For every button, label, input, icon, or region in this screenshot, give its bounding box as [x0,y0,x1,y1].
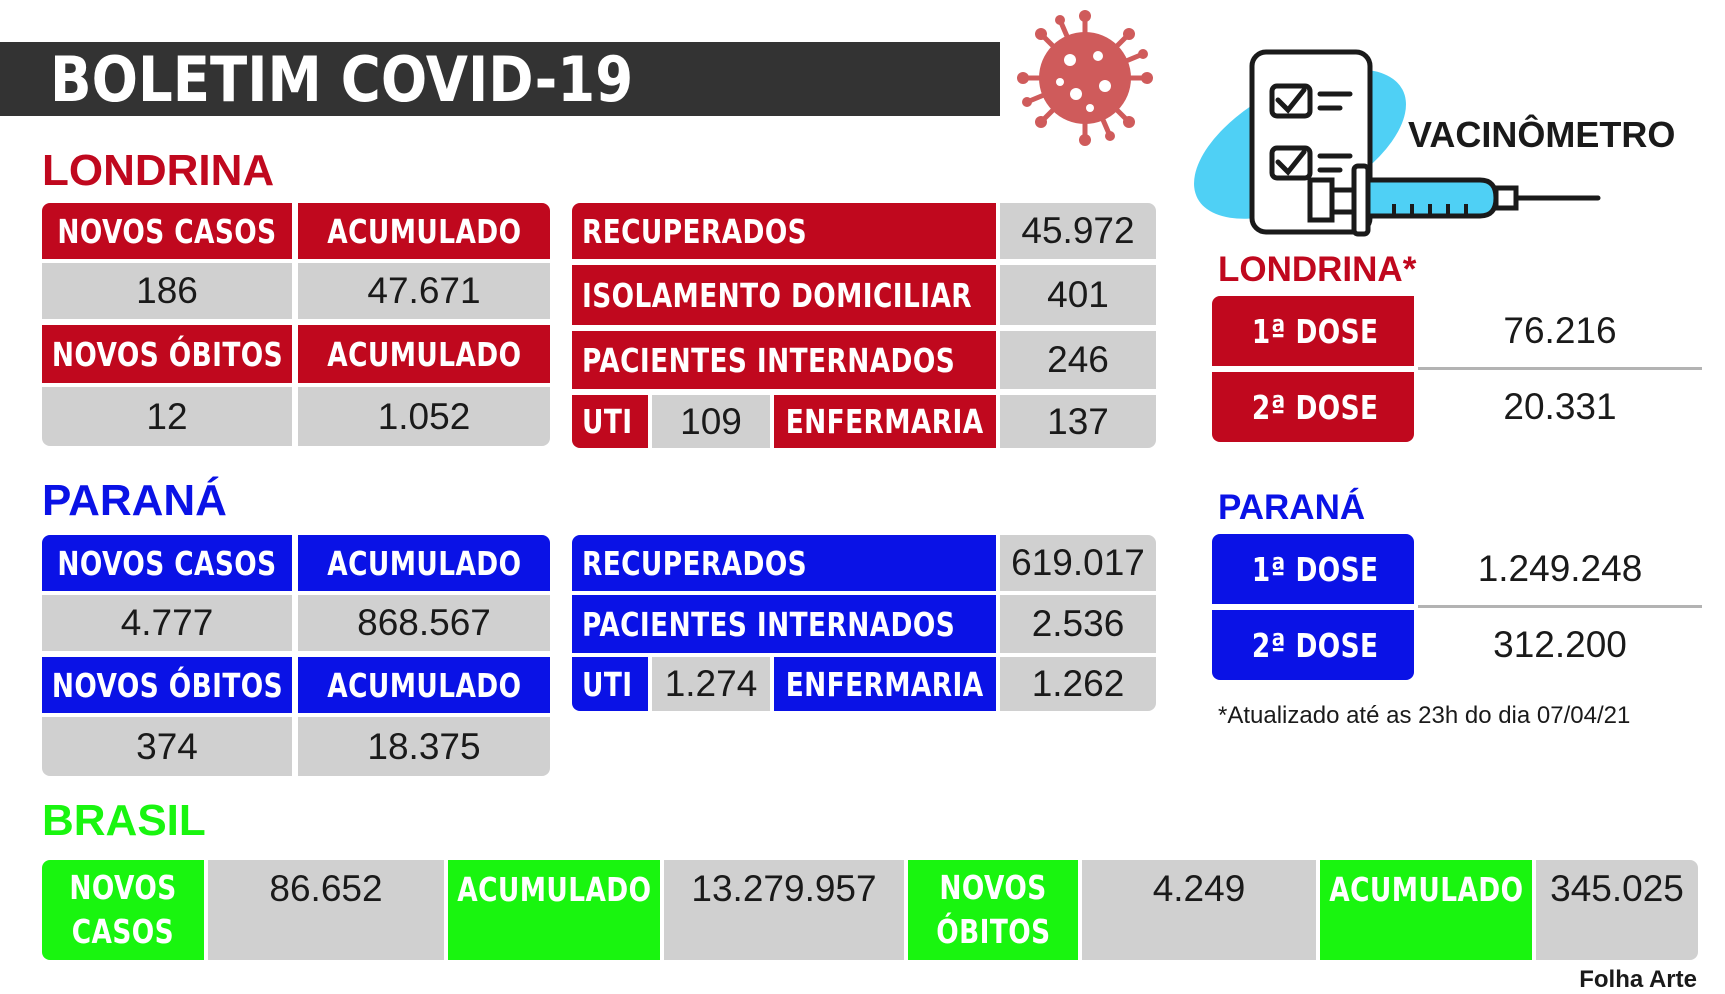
label-1a-dose: 1ª DOSE [1212,296,1414,366]
label-pacientes-internados: PACIENTES INTERNADOS [572,331,996,389]
vaccine-title-parana: PARANÁ [1218,488,1366,527]
label-uti: UTI [572,657,648,711]
value-parana-dose1: 1.249.248 [1477,548,1643,589]
label-novos-obitos: NOVOS ÓBITOS [42,325,292,383]
value-uti: 1.274 [652,657,770,711]
value-novos-obitos: 12 [42,387,292,446]
value-recuperados: 45.972 [1000,203,1156,259]
value-novos-casos: 186 [42,263,292,319]
credit-text: Folha Arte [1579,966,1697,993]
value-novos-casos: 86.652 [208,860,444,960]
londrina-cases-grid [42,203,550,446]
value-obitos-acumulado: 18.375 [298,717,550,776]
label-1a-dose: 1ª DOSE [1212,534,1414,604]
brasil-row [42,860,1698,960]
label-acumulado: ACUMULADO [298,325,550,383]
value-obitos-acumulado: 1.052 [298,387,550,446]
label-recuperados: RECUPERADOS [572,203,996,259]
label-acumulado: ACUMULADO [1320,860,1532,960]
value-parana-dose2: 312.200 [1493,624,1627,665]
value-novos-obitos: 4.249 [1082,860,1316,960]
coronavirus-icon [1010,8,1160,148]
value-novos-obitos: 374 [42,717,292,776]
value-londrina-dose1: 76.216 [1503,310,1617,351]
value-novos-casos: 4.777 [42,595,292,651]
row-divider [1418,605,1702,608]
label-recuperados: RECUPERADOS [572,535,996,591]
label-enfermaria: ENFERMARIA [774,657,996,711]
value-enfermaria: 1.262 [1000,657,1156,711]
value-uti: 109 [652,395,770,448]
value-casos-acumulado: 868.567 [298,595,550,651]
londrina-dose-table [1212,296,1702,442]
label-acumulado: ACUMULADO [298,203,550,259]
label-pacientes-internados: PACIENTES INTERNADOS [572,595,996,653]
value-casos-acumulado: 47.671 [298,263,550,319]
section-title-brasil: BRASIL [42,796,206,845]
value-casos-acumulado: 13.279.957 [664,860,904,960]
parana-hospital-grid [572,535,1156,711]
value-pacientes-internados: 246 [1000,331,1156,389]
label-acumulado: ACUMULADO [448,860,660,960]
value-pacientes-internados: 2.536 [1000,595,1156,653]
label-enfermaria: ENFERMARIA [774,395,996,448]
label-novos-casos: NOVOS CASOS [42,203,292,259]
update-footnote: *Atualizado até as 23h do dia 07/04/21 [1218,702,1631,729]
label-novos-casos: NOVOS CASOS [42,860,204,960]
label-acumulado: ACUMULADO [298,535,550,591]
value-enfermaria: 137 [1000,395,1156,448]
label-novos-obitos: NOVOS ÓBITOS [908,860,1078,960]
label-2a-dose: 2ª DOSE [1212,610,1414,680]
label-acumulado: ACUMULADO [298,657,550,713]
label-uti: UTI [572,395,648,448]
value-recuperados: 619.017 [1000,535,1156,591]
page-title: BOLETIM COVID-19 [50,43,634,116]
label-2a-dose: 2ª DOSE [1212,372,1414,442]
label-novos-obitos: NOVOS ÓBITOS [42,657,292,713]
row-divider [1418,367,1702,370]
vaccine-title: VACINÔMETRO [1408,114,1676,155]
section-title-londrina: LONDRINA [42,146,275,195]
section-title-parana: PARANÁ [42,476,227,525]
label-novos-casos: NOVOS CASOS [42,535,292,591]
value-obitos-acumulado: 345.025 [1536,860,1698,960]
label-isolamento-domiciliar: ISOLAMENTO DOMICILIAR [572,265,996,325]
value-londrina-dose2: 20.331 [1503,386,1617,427]
parana-dose-table [1212,534,1702,680]
londrina-hospital-grid [572,203,1156,448]
parana-cases-grid [42,535,550,776]
value-isolamento-domiciliar: 401 [1000,265,1156,325]
vaccine-title-londrina: LONDRINA* [1218,250,1417,289]
